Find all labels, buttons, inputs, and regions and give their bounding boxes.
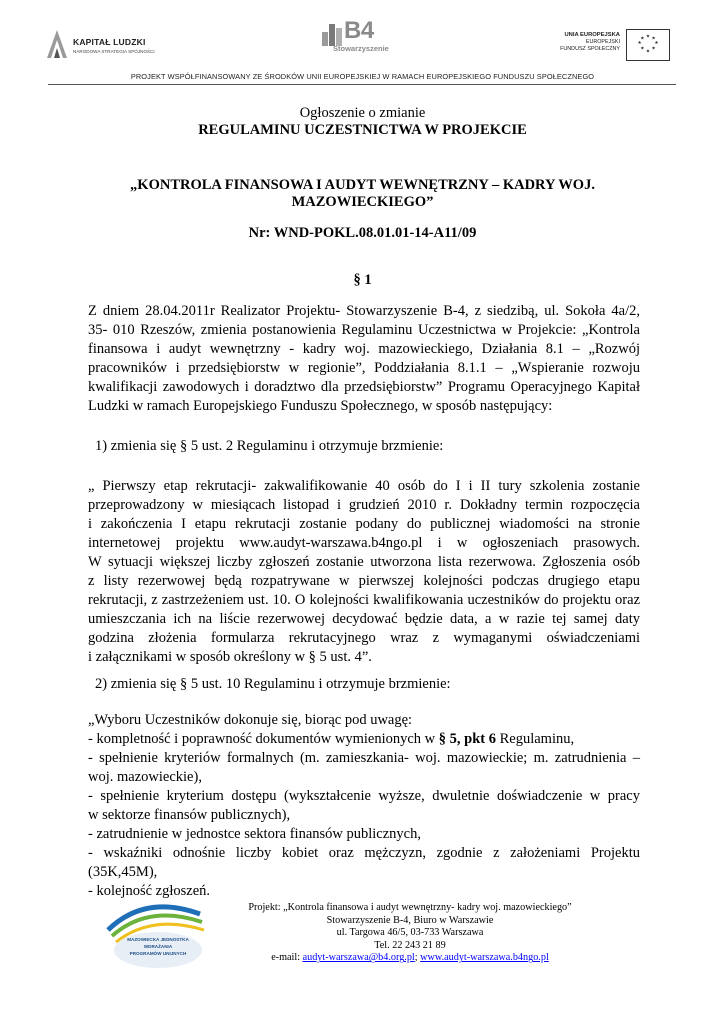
mjwpu-emblem-icon — [100, 892, 210, 972]
change2-intro: „Wyboru Uczestników dokonuje się, biorąc pod uwagę: — [88, 712, 413, 728]
section-mark: § 1 — [353, 272, 372, 288]
footer-organization: Stowarzyszenie B-4, Biuro w Warszawie — [326, 914, 494, 926]
footer-email-link[interactable]: audyt-warszawa@b4.org.pl — [302, 952, 415, 964]
change2-line: - wskaźniki odnośnie liczby kobiet oraz mężczyzn, zgodnie z założeniami Projektu — [88, 845, 640, 861]
change2-line: - kolejność zgłoszeń. — [88, 883, 211, 899]
change1-line: rekrutacji, z zastrzeżeniem ust. 10. O kolejności kwalifikowania uczestników do projektu oraz — [88, 592, 640, 608]
change2-line: woj. mazowieckie), — [88, 769, 202, 785]
kapital-ludzki-title: KAPITAŁ LUDZKI — [73, 37, 146, 47]
change2-line: - spełnienie kryterium dostępu (wykształcenie wyższe, dwuletnie doświadczenie w pracy — [88, 788, 640, 804]
footer-separator: ; — [414, 952, 421, 964]
intro-line: kwalifikacji zawodowych i doradztwo dla przedsiębiorstw” Programu Operacyjnego Kapitał — [88, 379, 640, 395]
svg-text:★: ★ — [654, 41, 659, 47]
change2-line: (35K,45M), — [88, 864, 158, 880]
eu-logo — [545, 29, 670, 69]
change1-line: „ Pierwszy etap rekrutacji- zakwalifikowanie 40 osób do I i II tury szkolenia zostanie — [88, 478, 640, 494]
intro-line: pracowników i przedsiębiorstw w regionie”, Poddziałania 8.1.1 – „Wspieranie rozwoju — [88, 360, 640, 376]
eu-logo-text — [560, 32, 620, 53]
change1-line: internetowej projektu www.audyt-warszawa.b4ngo.pl i w ogłoszeniach prasowych. — [88, 535, 640, 551]
svg-text:★: ★ — [640, 46, 645, 52]
intro-paragraph — [88, 302, 640, 416]
footer-project-line: Projekt: „Kontrola finansowa i audyt wewnętrzny- kadry woj. mazowieckiego” — [248, 902, 572, 913]
footer-links — [215, 952, 605, 965]
kapital-ludzki-emblem-icon — [45, 28, 69, 60]
intro-line: Ludzki w ramach Europejskiego Funduszu Społecznego, w sposób następujący: — [88, 398, 553, 414]
announcement-title: Ogłoszenie o zmianie — [299, 105, 426, 121]
change2-paragraph — [88, 711, 640, 901]
eu-flag-icon — [626, 29, 670, 61]
change1-line: W sytuacji większej liczby zgłoszeń zostanie utworzona lista rezerwowa. Zgłoszenia osób — [88, 554, 640, 570]
change1-line: i załącznikami w sposób określony w § 5 ust. 4”. — [88, 649, 372, 665]
svg-text:★: ★ — [651, 46, 656, 52]
change2-line: - spełnienie kryteriów formalnych (m. zamieszkania- woj. mazowieckie; m. zatrudnienia – — [88, 750, 640, 766]
change1-line: godzina złożenia formularza rekrutacyjnego wraz z wymaganymi oświadczeniami — [88, 630, 640, 646]
intro-line: Z dniem 28.04.2011r Realizator Projektu- Stowarzyszenie B-4, z siedzibą, ul. Sokoła 4a/2, — [88, 303, 640, 319]
regulation-title: REGULAMINU UCZESTNICTWA W PROJEKCIE — [198, 122, 527, 138]
svg-text:★: ★ — [640, 36, 645, 42]
header-divider — [48, 84, 676, 85]
intro-line: 35- 010 Rzeszów, zmienia postanowienia Regulaminu Uczestnictwa w Projekcie: „Kontrola — [88, 322, 640, 338]
change2-bullet-text: - kompletność i poprawność dokumentów wymienionych w — [88, 731, 439, 747]
project-cofinancing-line: PROJEKT WSPÓŁFINANSOWANY ZE ŚRODKÓW UNII EUROPEJSKIEJ W RAMACH EUROPEJSKIEGO FUNDUSZU SPOŁECZNEGO — [130, 72, 595, 81]
page-header — [0, 17, 725, 70]
change2-bullet-documents — [88, 730, 640, 749]
footer-email-label: e-mail: — [271, 952, 303, 964]
eu-logo-line2: EUROPEJSKI — [585, 39, 620, 45]
change1-paragraph — [88, 477, 640, 667]
mjwpu-logo — [100, 892, 210, 972]
svg-text:MAZOWIECKA JEDNOSTKA: MAZOWIECKA JEDNOSTKA — [127, 937, 189, 942]
change1-heading: 1) zmienia się § 5 ust. 2 Regulaminu i otrzymuje brzmienie: — [95, 438, 444, 454]
change1-line: z listy rezerwowej będą rozpatrywane w pierwszej kolejności podczas drugiego etapu — [88, 573, 640, 589]
b4-logo-subtitle: Stowarzyszenie — [333, 44, 389, 53]
svg-text:★: ★ — [645, 34, 651, 40]
change1-line: i zakończenia I etapu rekrutacji zostanie podany do publicznej wiadomości na stronie — [88, 516, 640, 532]
kapital-ludzki-logo — [45, 28, 165, 62]
change2-bullet-bold-ref: § 5, pkt 6 — [438, 731, 496, 747]
change2-line: w sektorze finansów publicznych), — [88, 807, 291, 823]
b4-logo — [320, 17, 400, 58]
svg-text:★: ★ — [651, 36, 656, 42]
svg-text:PROGRAMÓW UNIJNYCH: PROGRAMÓW UNIJNYCH — [129, 951, 187, 956]
footer-contact — [215, 902, 605, 965]
change1-line: przeprowadzony w miesiącach listopad i grudzień 2010 r. Dokładny termin rozpoczęcia — [88, 497, 640, 513]
change2-line: - zatrudnienie w jednostce sektora finansów publicznych, — [88, 826, 421, 842]
project-title-line1: „KONTROLA FINANSOWA I AUDYT WEWNĘTRZNY – KADRY WOJ. — [130, 177, 595, 193]
project-title-line2: MAZOWIECKIEGO” — [291, 194, 434, 210]
svg-text:★: ★ — [637, 41, 642, 47]
footer-phone: Tel. 22 243 21 89 — [374, 939, 446, 951]
svg-text:WDRAŻANIA: WDRAŻANIA — [143, 944, 173, 949]
change2-heading: 2) zmienia się § 5 ust. 10 Regulaminu i otrzymuje brzmienie: — [95, 676, 451, 692]
change1-line: umieszczania ich na liście rezerwowej decydować będzie data, a w razie tej samej daty — [88, 611, 640, 627]
project-number: Nr: WND-POKL.08.01.01-14-A11/09 — [248, 225, 477, 241]
kapital-ludzki-subtitle: NARODOWA STRATEGIA SPÓJNOŚCI — [73, 49, 155, 54]
change2-bullet-text: Regulaminu, — [495, 731, 575, 747]
intro-line: finansowa i audyt wewnętrzny - kadry woj. mazowieckiego, Działania 8.1 – „Rozwój — [88, 341, 640, 357]
footer-website-link[interactable]: www.audyt-warszawa.b4ngo.pl — [420, 952, 549, 964]
svg-text:★: ★ — [645, 49, 651, 55]
footer-address: ul. Targowa 46/5, 03-733 Warszawa — [336, 927, 484, 939]
eu-logo-line3: FUNDUSZ SPOŁECZNY — [560, 46, 620, 52]
eu-logo-line1: UNIA EUROPEJSKA — [564, 32, 620, 38]
b4-logo-title: B4 — [344, 17, 374, 44]
